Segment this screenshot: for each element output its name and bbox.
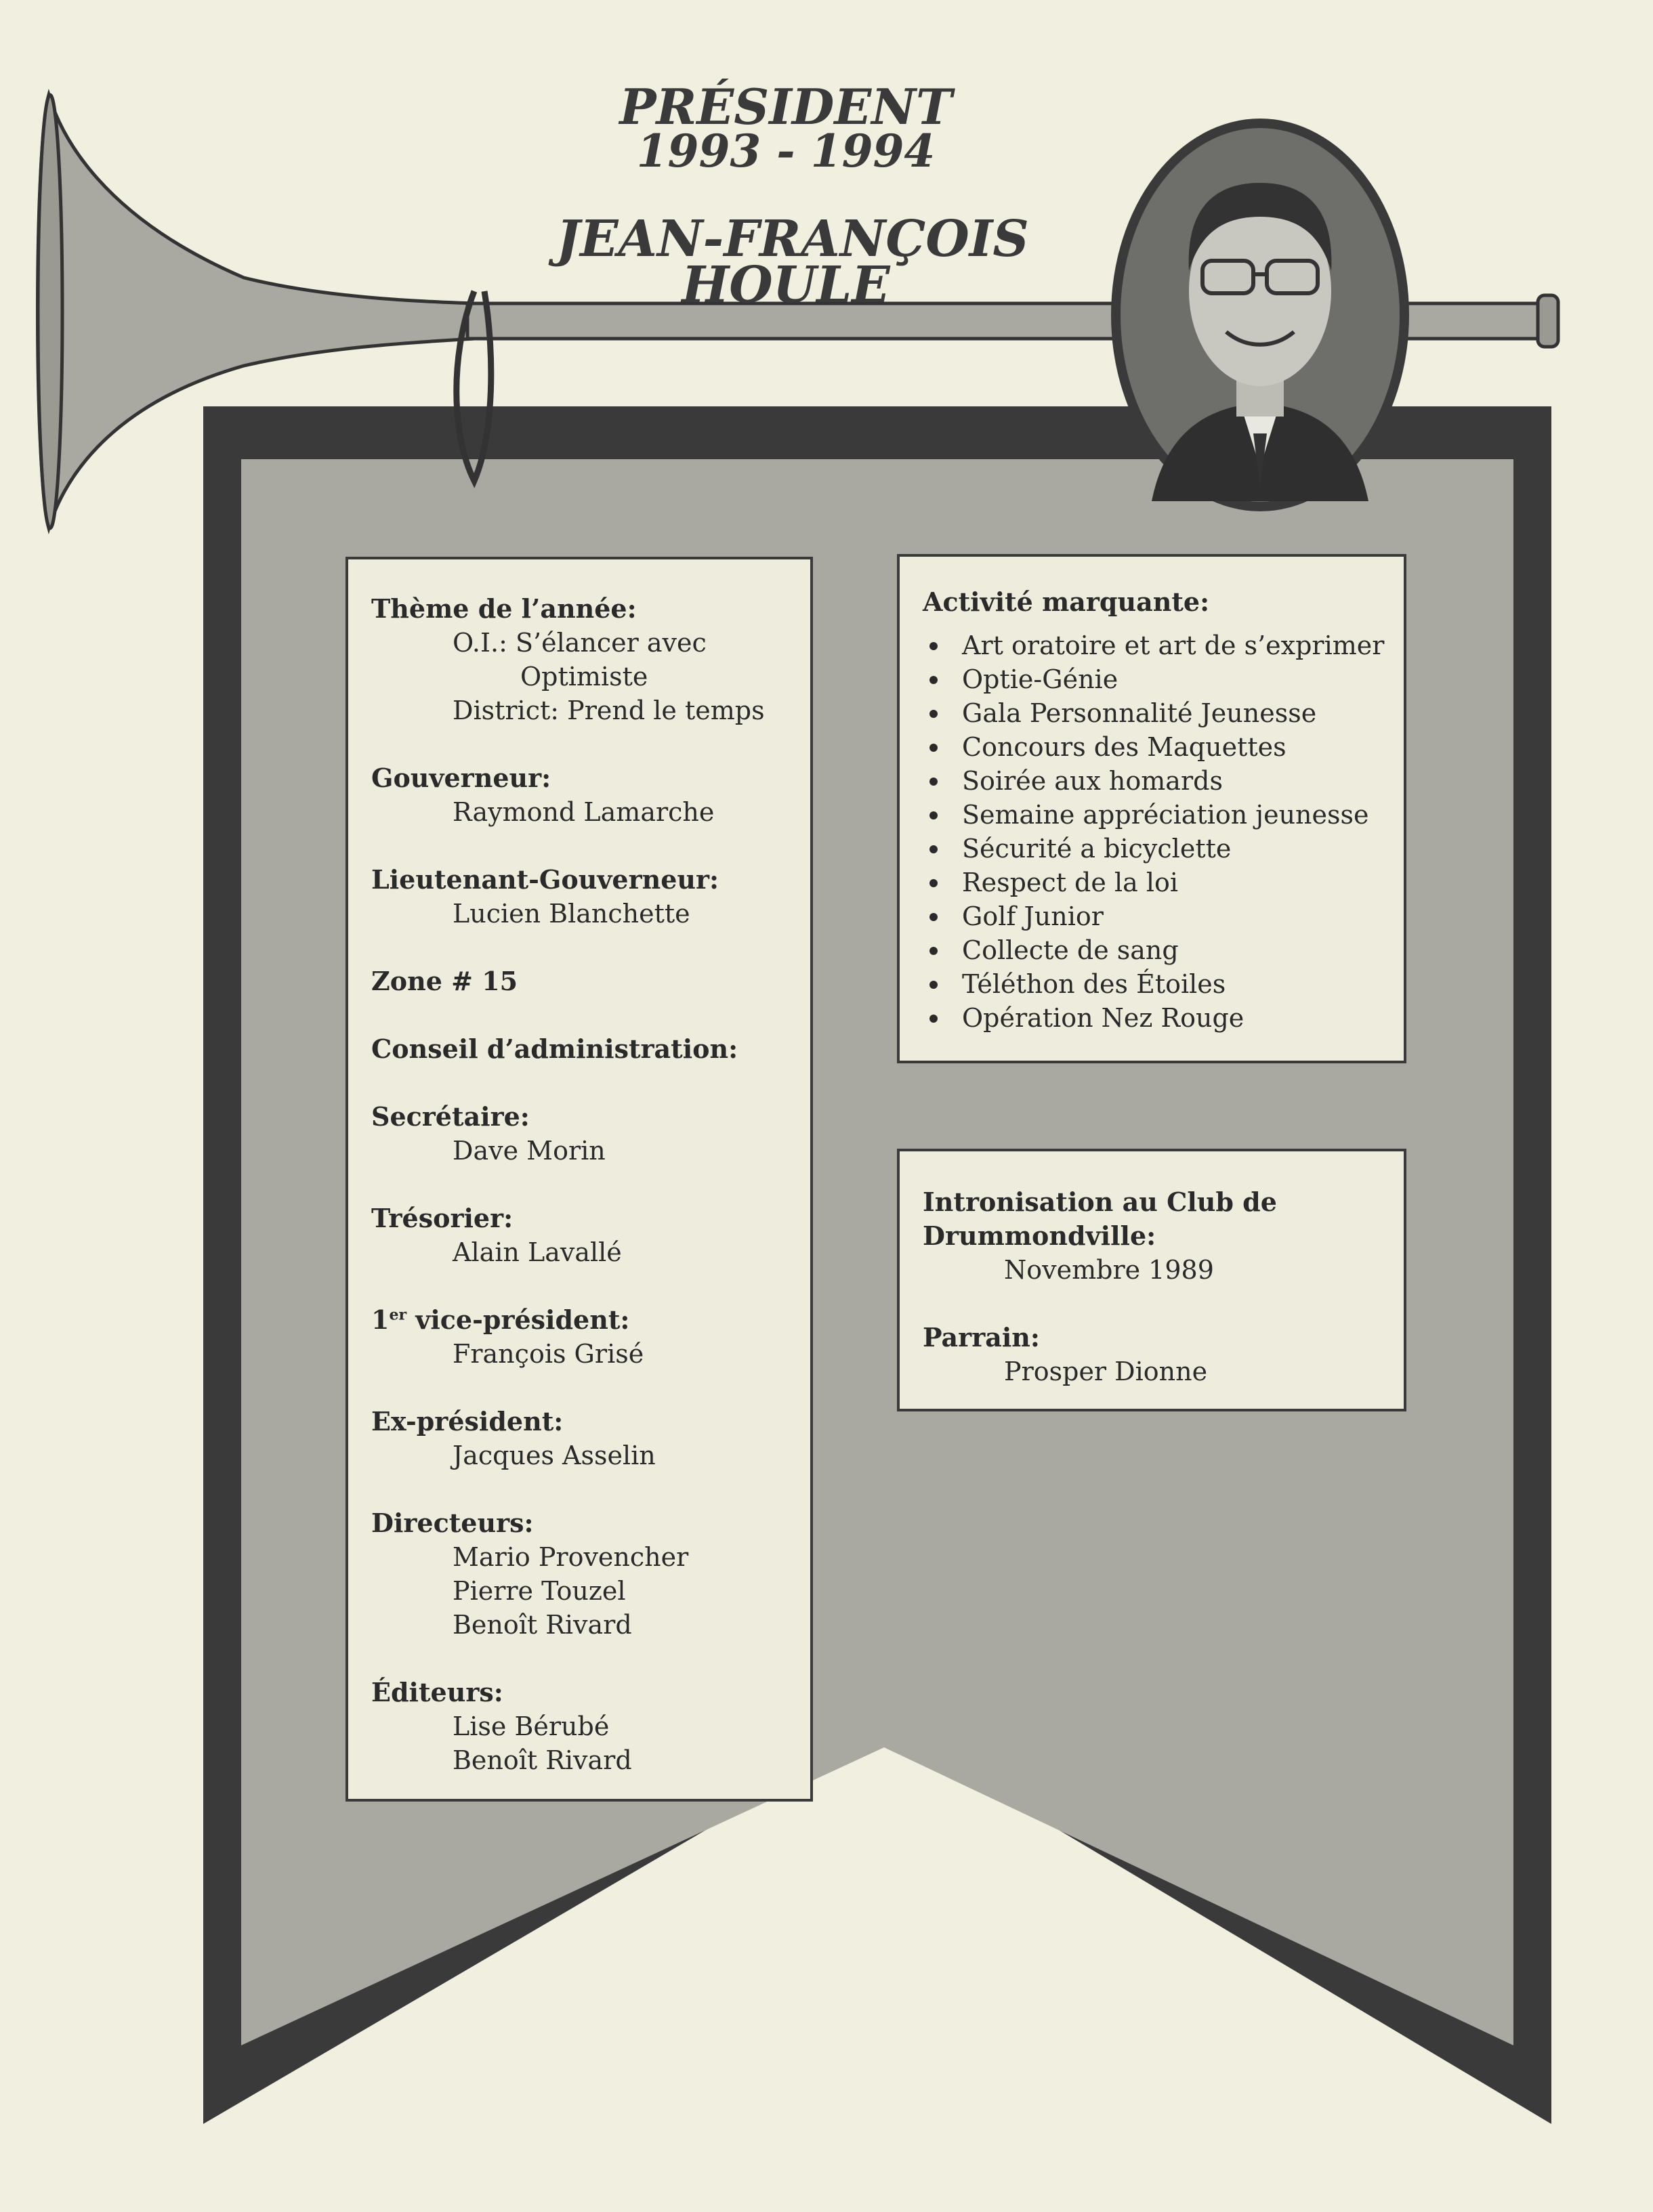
lieutenant-section — [371, 863, 810, 931]
activity-item: Téléthon des Étoiles — [923, 967, 1404, 1001]
theme-line3: District: Prend le temps — [453, 696, 765, 725]
secretaire-label: Secrétaire: — [371, 1101, 530, 1132]
vice-ordinal-suffix: er — [389, 1306, 407, 1324]
vice-president-value: François Grisé — [453, 1339, 644, 1369]
activity-item: Art oratoire et art de s’exprimer — [923, 629, 1404, 662]
activity-item: Sécurité a bicyclette — [923, 832, 1404, 866]
vice-label-text: vice-président: — [406, 1304, 630, 1335]
intronisation-card — [897, 1149, 1406, 1411]
tresorier-section — [371, 1201, 810, 1269]
trumpet-mouthpiece — [1538, 295, 1558, 347]
parrain-label: Parrain: — [923, 1322, 1040, 1353]
activity-item: Concours des Maquettes — [923, 730, 1404, 764]
activity-item: Respect de la loi — [923, 866, 1404, 899]
vice-ordinal: 1 — [371, 1304, 390, 1335]
ex-president-section — [371, 1405, 810, 1472]
activity-item: Golf Junior — [923, 899, 1404, 933]
vice-president-section — [371, 1303, 810, 1371]
conseil-section — [371, 1032, 810, 1066]
board-card — [346, 557, 813, 1802]
term-years: 1993 - 1994 — [636, 125, 936, 177]
zone-section — [371, 964, 810, 998]
editeur-item: Lise Bérubé — [453, 1711, 610, 1741]
activity-item: Gala Personnalité Jeunesse — [923, 696, 1404, 730]
theme-line2: Optimiste — [520, 662, 648, 692]
theme-section — [371, 592, 810, 727]
editeur-item: Benoît Rivard — [453, 1745, 632, 1775]
president-last-name: HOULE — [682, 256, 890, 314]
gouverneur-section — [371, 761, 810, 829]
editeurs-section — [371, 1676, 810, 1777]
activity-item: Collecte de sang — [923, 933, 1404, 967]
gouverneur-value: Raymond Lamarche — [453, 797, 715, 827]
activity-item: Opération Nez Rouge — [923, 1001, 1404, 1035]
vice-president-label — [371, 1303, 810, 1337]
conseil-label: Conseil d’administration: — [371, 1034, 738, 1064]
tresorier-label: Trésorier: — [371, 1203, 514, 1233]
intronisation-label-line1: Intronisation au Club de — [923, 1187, 1277, 1217]
lieutenant-label: Lieutenant-Gouverneur: — [371, 864, 719, 895]
theme-line1: O.I.: S’élancer avec — [453, 628, 707, 658]
activities-card — [897, 554, 1406, 1063]
activities-list — [923, 629, 1404, 1035]
tresorier-value: Alain Lavallé — [453, 1237, 622, 1267]
directeur-item: Benoît Rivard — [453, 1610, 632, 1640]
lieutenant-value: Lucien Blanchette — [453, 899, 690, 929]
directeur-item: Pierre Touzel — [453, 1576, 626, 1606]
activities-label: Activité marquante: — [923, 587, 1210, 617]
secretaire-value: Dave Morin — [453, 1136, 606, 1166]
president-title: PRÉSIDENT — [619, 78, 953, 135]
activity-item: Optie-Génie — [923, 662, 1404, 696]
president-first-name: JEAN-FRANÇOIS — [556, 210, 1029, 268]
intronisation-value: Novembre 1989 — [1004, 1255, 1214, 1285]
ex-president-value: Jacques Asselin — [453, 1441, 656, 1470]
secretaire-section — [371, 1100, 810, 1168]
parrain-value: Prosper Dionne — [1004, 1357, 1208, 1386]
directeurs-label: Directeurs: — [371, 1508, 534, 1538]
activity-item: Soirée aux homards — [923, 764, 1404, 798]
editeurs-label: Éditeurs: — [371, 1677, 503, 1707]
intronisation-label-line2: Drummondville: — [923, 1220, 1156, 1251]
trumpet-bell-rim — [38, 95, 62, 528]
zone-label: Zone # 15 — [371, 966, 518, 996]
theme-label: Thème de l’année: — [371, 593, 637, 624]
directeurs-section — [371, 1506, 810, 1642]
gouverneur-label: Gouverneur: — [371, 763, 551, 793]
directeur-item: Mario Provencher — [453, 1542, 689, 1572]
activity-item: Semaine appréciation jeunesse — [923, 798, 1404, 832]
ex-president-label: Ex-président: — [371, 1406, 564, 1437]
